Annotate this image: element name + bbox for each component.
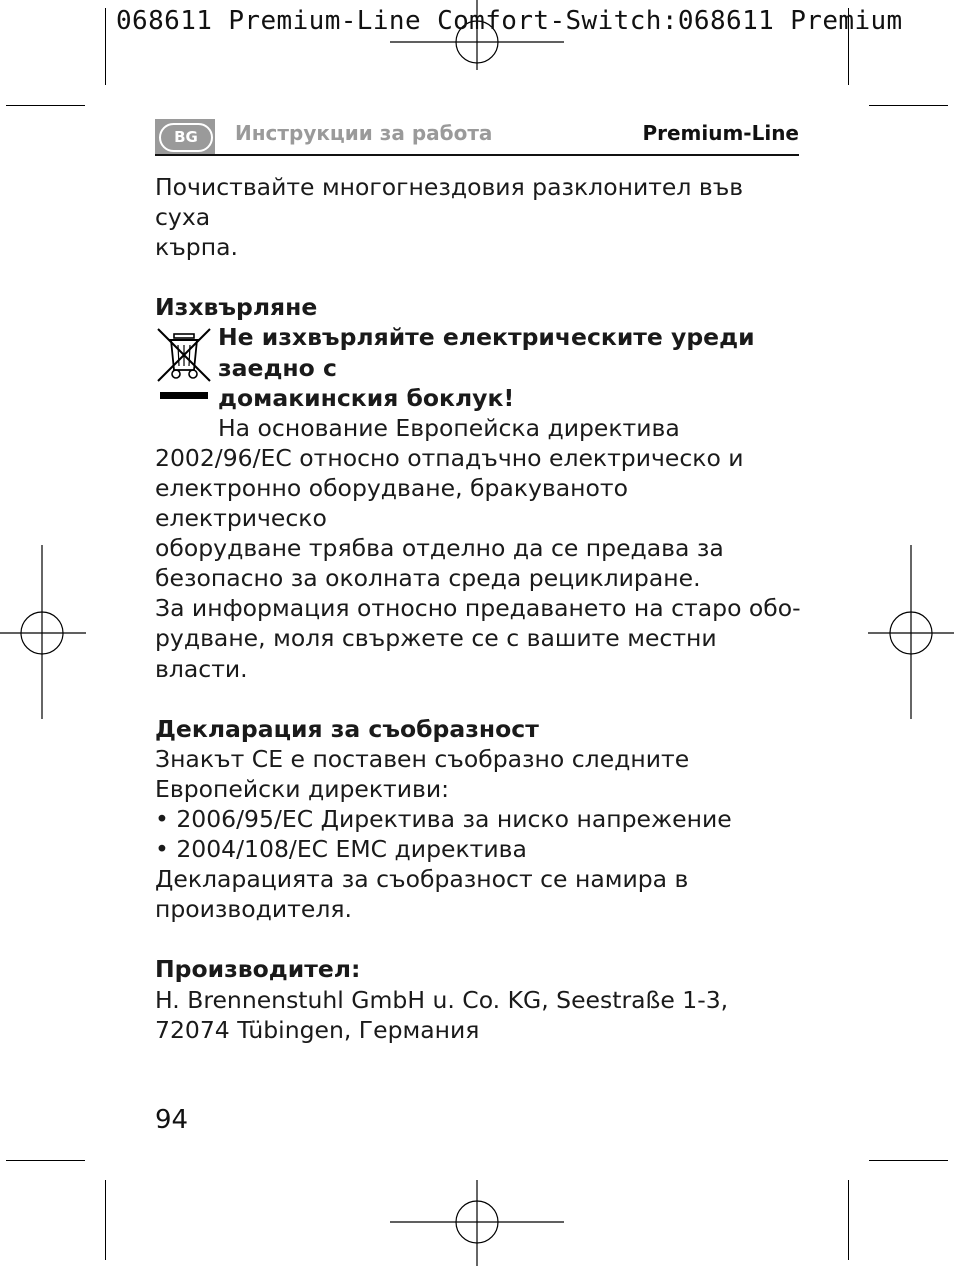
disposal-text-line: 2002/96/ЕС относно отпадъчно електрическо и <box>155 443 744 472</box>
registration-mark-left <box>0 545 86 719</box>
disposal-text-line: безопасно за околната среда рециклиране. <box>155 564 701 593</box>
language-badge <box>155 119 215 154</box>
crop-mark <box>6 105 85 106</box>
cleaning-line: кърпа. <box>155 233 238 262</box>
crop-mark <box>105 8 106 85</box>
disposal-text-line: За информация относно предаването на старо обо- <box>155 594 801 623</box>
crop-mark <box>105 1180 106 1260</box>
page-header <box>155 118 799 156</box>
page-content <box>155 172 805 1045</box>
crop-mark <box>869 105 948 106</box>
conformity-line: Европейски директиви: <box>155 774 450 803</box>
manufacturer-line: 72074 Tübingen, Германия <box>155 1015 480 1044</box>
language-badge-label: BG <box>159 123 213 152</box>
disposal-block <box>155 322 805 442</box>
disposal-text-line: електронно оборудване, бракуваното електрическо <box>155 473 628 533</box>
disposal-warning-line: домакинския боклук! <box>218 383 515 412</box>
conformity-line: • 2004/108/ЕС ЕМС директива <box>155 835 527 864</box>
conformity-heading: Декларация за съобразност <box>155 714 539 743</box>
conformity-line: • 2006/95/ЕС Директива за ниско напрежение <box>155 804 732 833</box>
crop-mark <box>869 1160 948 1161</box>
print-slug: 068611 Premium-Line Comfort-Switch:068611 Premium <box>116 6 903 36</box>
conformity-line: Знакът СЕ е поставен съобразно следните <box>155 744 690 773</box>
disposal-warning-line: Не изхвърляйте електрическите уреди заедно с <box>218 323 755 382</box>
disposal-text-line: оборудване трябва отделно да се предава за <box>155 534 724 563</box>
registration-mark-bottom <box>390 1180 564 1266</box>
cleaning-line: Почиствайте многогнездовия разклонител във суха <box>155 173 744 232</box>
section-title: Инструкции за работа <box>235 121 493 145</box>
conformity-line: производителя. <box>155 895 352 924</box>
header-rule <box>155 154 799 156</box>
crop-mark <box>6 1160 85 1161</box>
page-number: 94 <box>155 1105 189 1135</box>
registration-mark-right <box>868 545 954 719</box>
disposal-text-line: рудване, моля свържете се с вашите местни власти. <box>155 624 717 683</box>
manufacturer-line: H. Brennenstuhl GmbH u. Co. KG, Seestraße 1-3, <box>155 985 729 1014</box>
brand-name: Premium-Line <box>642 121 799 145</box>
conformity-line: Декларацията за съобразност се намира в <box>155 865 689 894</box>
disposal-text-line: На основание Европейска директива <box>218 413 680 442</box>
crossed-out-wheelie-bin-icon <box>155 326 215 404</box>
disposal-heading: Изхвърляне <box>155 293 318 322</box>
crop-mark <box>848 1180 849 1260</box>
manufacturer-heading: Производител: <box>155 955 361 984</box>
